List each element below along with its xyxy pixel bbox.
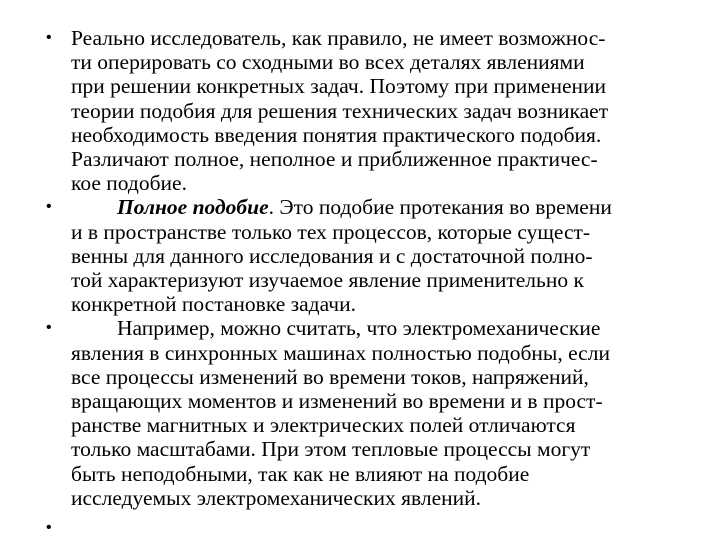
text-line: Реально исследователь, как правило, не имеет возможнос- xyxy=(71,26,606,50)
term-full-similarity: Полное подобие xyxy=(117,195,269,220)
text-line: вращающих моментов и изменений во времени и в прост- xyxy=(71,389,603,414)
text-fragment: Например, можно считать, что электромеханические xyxy=(117,316,601,341)
text-line: быть неподобными, так как не влияют на подобие xyxy=(71,461,530,486)
bullet-paragraph-1 xyxy=(0,26,720,195)
text-line: кое подобие. xyxy=(71,171,187,196)
text-line: все процессы изменений во времени токов, напряжений, xyxy=(71,364,589,389)
text-line: конкретной постановке задачи. xyxy=(71,292,357,317)
text-line: ранстве магнитных и электрических полей отличаются xyxy=(71,413,576,438)
bullet-icon: • xyxy=(46,319,52,337)
text-line: Различают полное, неполное и приближенное практичес- xyxy=(71,147,598,172)
text-line: той характеризуют изучаемое явление применительно к xyxy=(71,268,584,293)
text-line: только масштабами. При этом тепловые процессы могут xyxy=(71,437,591,462)
bullet-paragraph-2 xyxy=(0,195,720,316)
bullet-icon: • xyxy=(46,198,52,216)
text-line: венны для данного исследования и с достаточной полно- xyxy=(71,243,593,268)
bullet-empty xyxy=(0,516,720,540)
bullet-paragraph-3 xyxy=(0,316,720,510)
text-fragment: . Это подобие протекания во времени xyxy=(268,195,612,220)
text-line xyxy=(71,195,684,219)
text-line: и в пространстве только тех процессов, которые сущест- xyxy=(71,219,591,244)
text-line xyxy=(71,316,684,340)
bullet-list xyxy=(0,26,720,540)
text-line: ти оперировать со сходными во всех деталях явлениями xyxy=(71,50,585,75)
text-line: теории подобия для решения технических задач возникает xyxy=(71,98,609,123)
bullet-icon: • xyxy=(46,29,52,46)
text-line: при решении конкретных задач. Поэтому при применении xyxy=(71,74,607,99)
bullet-icon: • xyxy=(46,519,52,537)
text-line: явления в синхронных машинах полностью подобны, если xyxy=(71,340,610,365)
text-line: исследуемых электромеханических явлений. xyxy=(71,485,482,510)
text-line: необходимость введения понятия практического подобия. xyxy=(71,122,602,147)
